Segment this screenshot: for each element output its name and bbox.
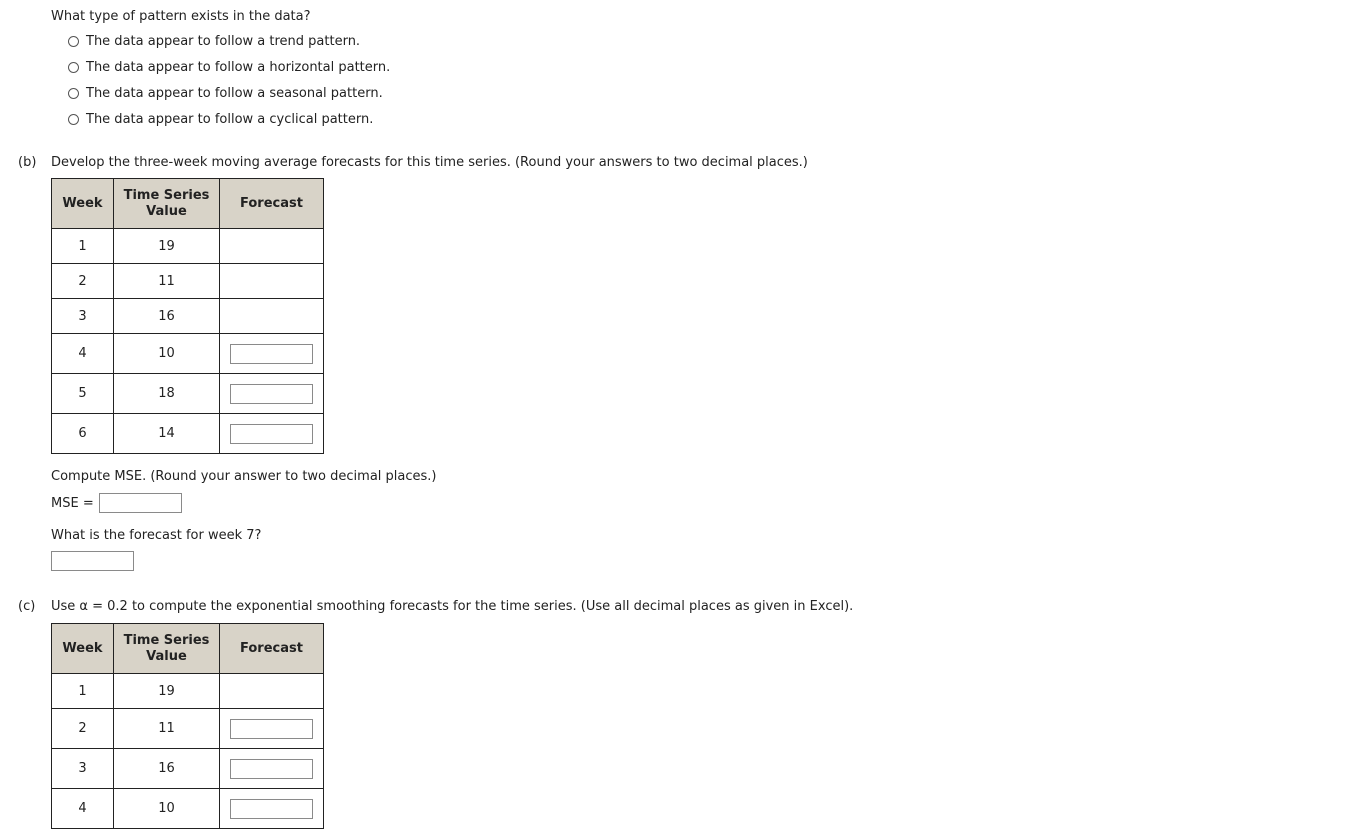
es-forecast-input-week-2[interactable] — [230, 719, 313, 739]
value-cell: 14 — [114, 414, 220, 454]
option-seasonal[interactable] — [68, 85, 383, 101]
radio-horizontal[interactable] — [68, 62, 79, 73]
part-b-instruction: Develop the three-week moving average forecasts for this time series. (Round your answers to two decimal places.) — [51, 155, 808, 170]
week7-forecast-input[interactable] — [51, 551, 134, 571]
week-cell: 1 — [52, 674, 114, 709]
value-cell: 19 — [114, 229, 220, 264]
week-cell: 3 — [52, 299, 114, 334]
week-cell: 5 — [52, 374, 114, 414]
forecast-cell — [220, 674, 324, 709]
value-cell: 16 — [114, 299, 220, 334]
table-row — [52, 749, 324, 789]
option-horizontal-label: The data appear to follow a horizontal pattern. — [86, 59, 391, 75]
week-cell: 4 — [52, 789, 114, 829]
option-trend[interactable] — [68, 33, 360, 49]
table-row — [52, 299, 324, 334]
forecast-input-week-5[interactable] — [230, 384, 313, 404]
header-value-line2: Value — [146, 203, 187, 219]
table-row — [52, 789, 324, 829]
table-row — [52, 709, 324, 749]
value-cell: 10 — [114, 789, 220, 829]
forecast-cell — [220, 414, 324, 454]
header-time-series-value — [114, 179, 220, 229]
table-row — [52, 374, 324, 414]
header-week: Week — [52, 179, 114, 229]
exponential-smoothing-table — [51, 623, 324, 829]
radio-cyclical[interactable] — [68, 114, 79, 125]
es-forecast-input-week-3[interactable] — [230, 759, 313, 779]
table-row — [52, 334, 324, 374]
forecast-cell — [220, 749, 324, 789]
week-cell: 1 — [52, 229, 114, 264]
forecast-cell — [220, 299, 324, 334]
pattern-question: What type of pattern exists in the data? — [51, 9, 311, 24]
forecast-cell — [220, 709, 324, 749]
mse-label: MSE = — [51, 495, 94, 511]
radio-trend[interactable] — [68, 36, 79, 47]
forecast-cell — [220, 264, 324, 299]
forecast-cell — [220, 229, 324, 264]
value-cell: 16 — [114, 749, 220, 789]
forecast-input-week-6[interactable] — [230, 424, 313, 444]
mse-row — [51, 493, 182, 513]
option-cyclical-label: The data appear to follow a cyclical pattern. — [86, 111, 374, 127]
mse-input[interactable] — [99, 493, 182, 513]
table-row — [52, 229, 324, 264]
header-forecast: Forecast — [220, 179, 324, 229]
table-row — [52, 414, 324, 454]
week-cell: 3 — [52, 749, 114, 789]
value-cell: 18 — [114, 374, 220, 414]
value-cell: 10 — [114, 334, 220, 374]
part-c-label: (c) — [18, 599, 36, 614]
option-cyclical[interactable] — [68, 111, 373, 127]
week-cell: 2 — [52, 709, 114, 749]
week7-prompt: What is the forecast for week 7? — [51, 528, 262, 543]
table-row — [52, 674, 324, 709]
header-value-line2: Value — [146, 648, 187, 664]
week-cell: 6 — [52, 414, 114, 454]
header-week: Week — [52, 624, 114, 674]
option-trend-label: The data appear to follow a trend pattern. — [86, 33, 361, 49]
moving-average-table — [51, 178, 324, 454]
week-cell: 2 — [52, 264, 114, 299]
value-cell: 11 — [114, 709, 220, 749]
table-header-row — [52, 624, 324, 674]
table-row — [52, 264, 324, 299]
value-cell: 19 — [114, 674, 220, 709]
part-b-label: (b) — [18, 155, 37, 170]
header-forecast: Forecast — [220, 624, 324, 674]
forecast-cell — [220, 374, 324, 414]
week-cell: 4 — [52, 334, 114, 374]
part-c-instruction: Use α = 0.2 to compute the exponential smoothing forecasts for the time series. (Use all decimal places as given in Excel). — [51, 599, 854, 614]
table-header-row — [52, 179, 324, 229]
option-horizontal[interactable] — [68, 59, 390, 75]
header-value-line1: Time Series — [123, 632, 210, 648]
mse-prompt: Compute MSE. (Round your answer to two decimal places.) — [51, 469, 437, 484]
forecast-input-week-4[interactable] — [230, 344, 313, 364]
header-value-line1: Time Series — [123, 187, 210, 203]
forecast-cell — [220, 334, 324, 374]
forecast-cell — [220, 789, 324, 829]
value-cell: 11 — [114, 264, 220, 299]
header-time-series-value — [114, 624, 220, 674]
option-seasonal-label: The data appear to follow a seasonal pattern. — [86, 85, 383, 101]
radio-seasonal[interactable] — [68, 88, 79, 99]
